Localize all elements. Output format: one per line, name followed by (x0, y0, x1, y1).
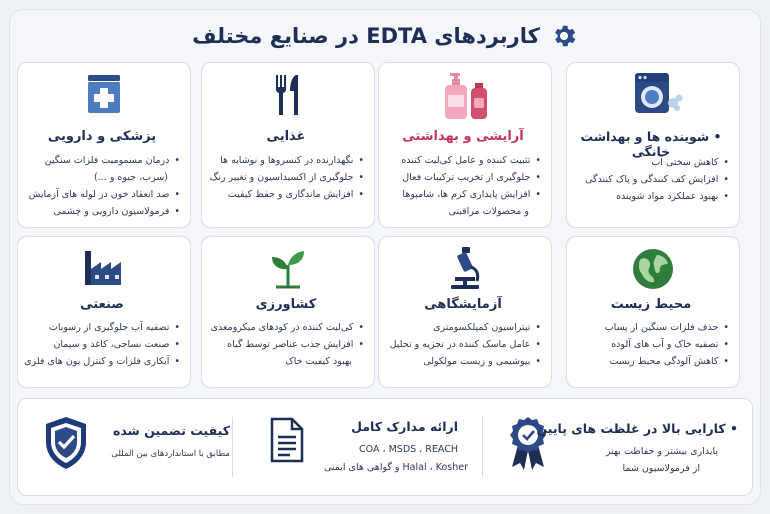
card-title: صنعتی (80, 297, 124, 312)
card-list (573, 319, 729, 370)
card-detergents (566, 62, 740, 228)
cosmetic-bottles-icon (379, 71, 551, 121)
page-title (0, 16, 770, 56)
title-text: کاربردهای EDTA در صنایع مختلف (192, 24, 540, 48)
feature-quality (18, 399, 230, 497)
washing-machine-icon (567, 71, 739, 115)
list-item: • کاهش آلودگی محیط زیست (573, 353, 729, 370)
feature-documents (238, 399, 478, 497)
card-list (208, 152, 364, 203)
feature-line: COA ، MSDS ، REACH (359, 444, 458, 455)
feature-title: • کارایی بالا در غلظت های پایین (536, 421, 738, 436)
card-title: • شوینده ها و بهداشت خانگی (580, 129, 722, 159)
factory-icon (18, 247, 190, 287)
card-food (201, 62, 375, 228)
list-item: (سرب، جیوه و ...) (94, 172, 168, 183)
globe-icon (567, 247, 739, 291)
card-list (385, 152, 541, 220)
card-cosmetics (378, 62, 552, 228)
list-item: • تثبیت کننده و عامل کی‌لیت کننده (385, 152, 541, 169)
document-icon (268, 417, 304, 467)
shield-check-icon (42, 415, 90, 475)
feature-line: از فرمولاسیون شما (622, 463, 700, 474)
card-list (208, 319, 364, 370)
card-environment (566, 236, 740, 388)
feature-line: مطابق با استانداردهای بین المللی (111, 449, 230, 459)
list-item: • تصفیه خاک و آب های آلوده (573, 336, 729, 353)
card-title: غذایی (266, 129, 306, 144)
list-item: • عامل ماسک کننده در تجزیه و تحلیل (385, 336, 541, 353)
microscope-icon (379, 245, 551, 291)
card-industrial (17, 236, 191, 388)
card-title: محیط زیست (610, 297, 692, 312)
plant-sprout-icon (202, 247, 374, 289)
list-item: و محصولات مراقبتی (448, 206, 529, 217)
list-item: • نگهدارنده در کنسروها و نوشابه ها (208, 152, 364, 169)
fork-knife-icon (202, 73, 374, 117)
feature-line: پایداری بیشتر و حفاظت بهتر (605, 446, 718, 457)
list-item: • درمان مسمومیت فلزات سنگین (24, 152, 180, 169)
list-item: • تصفیه آب جلوگیری از رسوبات (24, 319, 180, 336)
feature-performance (486, 399, 748, 497)
divider (232, 417, 233, 477)
medical-cabinet-icon (18, 73, 190, 115)
card-title: پزشکی و دارویی (47, 129, 157, 144)
list-item: • افزایش کف کنندگی و پاک کنندگی (573, 171, 729, 188)
feature-line: Halal ، Kosher و گواهی های ایمنی (323, 462, 468, 473)
card-list (24, 319, 180, 370)
list-item: • جلوگیری از اکسیداسیون و تغییر رنگ (208, 169, 364, 186)
list-item: • کی‌لیت کننده در کودهای میکرومغذی (208, 319, 364, 336)
list-item: • جلوگیری از تخریب ترکیبات فعال (385, 169, 541, 186)
list-item: • بهبود عملکرد مواد شوینده (573, 188, 729, 205)
card-agriculture (201, 236, 375, 388)
features-strip (17, 398, 753, 496)
feature-title: کیفیت تضمین شده (112, 423, 230, 438)
gear-icon (550, 22, 578, 50)
list-item: • بیوشیمی و زیست مولکولی (385, 353, 541, 370)
list-item: • فرمولاسیون دارویی و چشمی (24, 203, 180, 220)
divider (482, 417, 483, 477)
list-item: بهبود کیفیت خاک (285, 356, 352, 367)
list-item: • کاهش سختی آب (573, 154, 729, 171)
list-item: • آبکاری فلزات و کنترل یون های فلزی (24, 353, 180, 370)
list-item: • تیتراسیون کمپلکسومتری (385, 319, 541, 336)
list-item: • صنعت نساجی، کاغذ و سیمان (24, 336, 180, 353)
list-item: • ضد انعقاد خون در لوله های آزمایش (24, 186, 180, 203)
card-title: آزمایشگاهی (424, 297, 502, 312)
card-title: آرایشی و بهداشتی (402, 129, 524, 144)
card-medical (17, 62, 191, 228)
card-list (385, 319, 541, 370)
list-item: • افزایش پایداری کرم ها، شامپوها (385, 186, 541, 203)
feature-title: ارائه مدارک کامل (351, 419, 458, 434)
list-item: • حذف فلزات سنگین از پساب (573, 319, 729, 336)
list-item: • افزایش ماندگاری و حفظ کیفیت (208, 186, 364, 203)
card-list (573, 154, 729, 205)
card-list (24, 152, 180, 220)
card-title: کشاورزی (255, 297, 317, 312)
card-laboratory (378, 236, 552, 388)
list-item: • افزایش جذب عناصر توسط گیاه (208, 336, 364, 353)
